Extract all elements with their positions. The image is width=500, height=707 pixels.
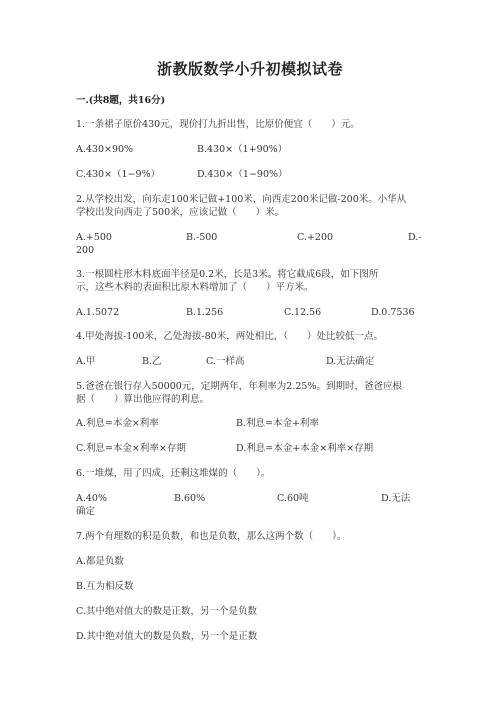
question-1-option-b: B.430×（1+90%） bbox=[197, 144, 288, 155]
question-6-option-d: D.无法 bbox=[381, 493, 411, 504]
question-7-stem: 7.两个有理数的积是负数，和也是负数，那么这两个数（ ）。 bbox=[76, 531, 347, 542]
question-1-option-d: D.430×（1−90%） bbox=[197, 169, 288, 180]
question-5-stem-line-1: 5.爸爸在银行存入50000元，定期两年，年利率为2.25%。到期时，爸爸应根 bbox=[76, 381, 402, 392]
question-1-option-c: C.430×（1−9%） bbox=[76, 169, 161, 180]
question-2-option-d-continued: 200 bbox=[76, 245, 95, 256]
question-2-stem-line-2: 学校出发向西走了500米，应该记做（ ）米。 bbox=[76, 207, 285, 218]
question-2-option-c: C.+200 bbox=[297, 232, 334, 243]
question-3-option-b: B.1.256 bbox=[186, 307, 224, 318]
question-7-option-d: D.其中绝对值大的数是负数，另一个是正数 bbox=[76, 631, 258, 642]
question-6-option-b: B.60% bbox=[174, 493, 206, 504]
question-5-option-d: D.利息=本金+本金×利率×存期 bbox=[236, 443, 374, 454]
question-1-stem: 1.一条裙子原价430元，现价打九折出售，比原价便宜（ ）元。 bbox=[76, 119, 360, 130]
question-6-option-c: C.60吨 bbox=[277, 493, 309, 504]
question-3-stem-line-1: 3.一根圆柱形木料底面半径是0.2米，长是3米。将它截成6段，如下图所 bbox=[76, 269, 379, 280]
question-4-option-a: A.甲 bbox=[76, 356, 96, 367]
question-5-option-b: B.利息=本金+利率 bbox=[236, 418, 319, 429]
question-5-option-c: C.利息=本金×利率×存期 bbox=[76, 443, 186, 454]
question-3-stem-line-2: 示，这些木料的表面积比原木料增加了（ ）平方米。 bbox=[76, 282, 314, 293]
question-4-option-d: D.无法确定 bbox=[326, 356, 375, 367]
question-5-stem-line-2: 据（ ）算出他应得的利息。 bbox=[76, 394, 210, 405]
question-6-option-a: A.40% bbox=[76, 493, 107, 504]
question-4-stem: 4.甲处海拔-100米，乙处海拔-80米，两处相比，（ ）处比较低一点。 bbox=[76, 331, 383, 342]
question-4-option-c: C.一样高 bbox=[206, 356, 245, 367]
question-6-option-d-continued: 确定 bbox=[76, 506, 96, 517]
question-3-option-c: C.12.56 bbox=[284, 307, 322, 318]
question-4-option-b: B.乙 bbox=[142, 356, 162, 367]
question-7-option-a: A.都是负数 bbox=[76, 556, 124, 567]
question-2-option-d: D.- bbox=[408, 232, 422, 243]
question-7-option-b: B.互为相反数 bbox=[76, 581, 134, 592]
page-title: 浙教版数学小升初模拟试卷 bbox=[156, 60, 343, 78]
question-2-stem-line-1: 2.从学校出发，向东走100米记做+100米，向西走200米记做-200米。小华从 bbox=[76, 194, 407, 205]
question-3-option-d: D.0.7536 bbox=[371, 307, 415, 318]
question-2-option-a: A.+500 bbox=[76, 232, 112, 243]
question-6-stem: 6.一堆煤，用了四成，还剩这堆煤的（ ）。 bbox=[76, 468, 271, 479]
question-1-option-a: A.430×90% bbox=[76, 144, 134, 155]
question-5-option-a: A.利息=本金×利率 bbox=[76, 418, 159, 429]
question-2-option-b: B.-500 bbox=[186, 232, 218, 243]
question-7-option-c: C.其中绝对值大的数是正数，另一个是负数 bbox=[76, 606, 257, 617]
question-3-option-a: A.1.5072 bbox=[76, 307, 120, 318]
section-heading: 一.(共8题，共16分) bbox=[76, 95, 166, 106]
